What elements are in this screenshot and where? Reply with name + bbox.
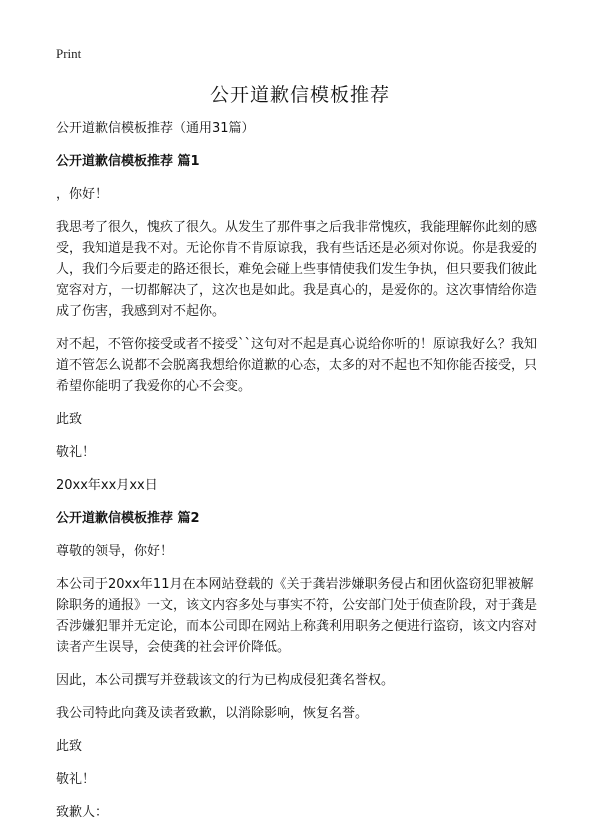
body-paragraph: 我公司特此向龚及读者致歉，以消除影响，恢复名誉。 xyxy=(56,706,369,721)
body-paragraph: 因此，本公司撰写并登载该文的行为已构成侵犯龚名誉权。 xyxy=(56,673,395,688)
body-paragraph: 我思考了很久，愧疚了很久。从发生了那件事之后我非常愧疚，我能理解你此刻的感受，我知道是我不对。无论你肯不肯原谅我，我有些话还是必须对你说。你是我爱的人，我们今后要走的路还很长，难免会碰上些事情使我们发生争执，但只要我们彼此宽容对方，一切都解决了，这次也是如此。我是真心的，是爱你的。这次事情给你造成了伤害，我感到对不起你。 xyxy=(56,220,538,319)
body-paragraph: 对不起，不管你接受或者不接受``这句对不起是真心说给你听的！原谅我好么？我知道不管怎么说都不会脱离我想给你道歉的心态，太多的对不起也不知你能否接受，只希望你能明了我爱你的心不会变。 xyxy=(56,337,538,394)
document-body xyxy=(56,118,546,835)
section-heading: 公开道歉信模板推荐 篇2 xyxy=(56,511,200,526)
closing-line: 此致 xyxy=(56,739,83,754)
greeting: ，你好！ xyxy=(56,187,109,202)
section-heading: 公开道歉信模板推荐 篇1 xyxy=(56,154,200,169)
print-label[interactable]: Print xyxy=(56,46,82,61)
letter-date: 20xx年xx月xx日 xyxy=(56,478,158,493)
greeting: 尊敬的领导，你好！ xyxy=(56,544,174,559)
closing-line: 此致 xyxy=(56,412,83,427)
signer-line: 致歉人： xyxy=(56,805,109,820)
body-paragraph: 本公司于20xx年11月在本网站登载的《关于龚岩涉嫌职务侵占和团伙盗窃犯罪被解除职务的通报》一文，该文内容多处与事实不符，公安部门处于侦查阶段，对于龚是否涉嫌犯罪并无定论，而本公司即在网站上称龚利用职务之便进行盗窃，该文内容对读者产生误导，会使龚的社会评价降低。 xyxy=(56,577,538,655)
page-title: 公开道歉信模板推荐 xyxy=(209,84,390,106)
closing-salute: 敬礼！ xyxy=(56,772,96,787)
document-subtitle: 公开道歉信模板推荐（通用31篇） xyxy=(56,121,255,136)
closing-salute: 敬礼！ xyxy=(56,445,96,460)
